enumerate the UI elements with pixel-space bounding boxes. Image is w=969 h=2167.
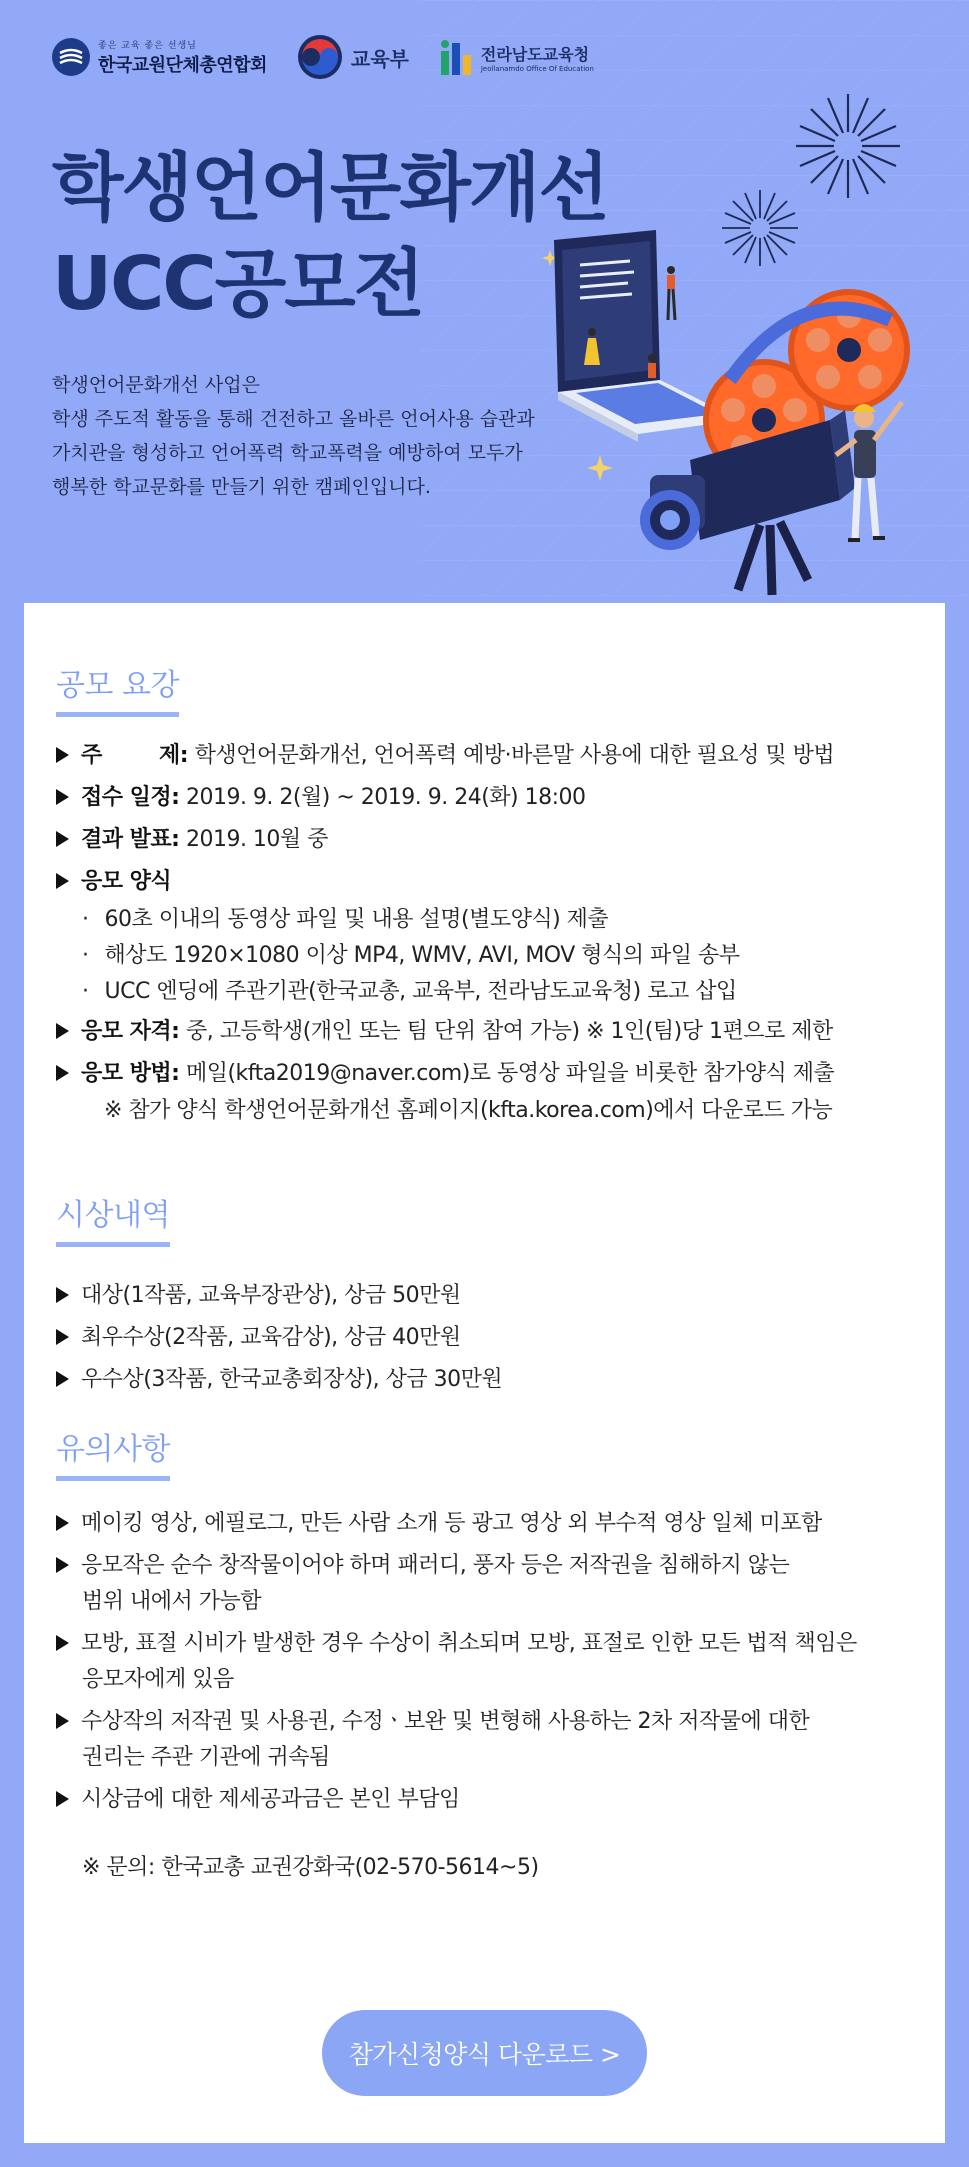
triangle-bullet-icon [56,1557,69,1573]
topic-label: 주 제: [81,743,189,768]
kfta-emblem-icon [52,38,90,76]
intro-line-1: 학생언어문화개선 사업은 [52,374,260,396]
triangle-bullet-icon [56,789,69,805]
award-item: 대상(1작품, 교육부장관상), 상금 50만원 [56,1278,461,1309]
triangle-bullet-icon [56,1791,69,1807]
note-item-continued: 응모자에게 있음 [82,1667,234,1692]
firework-small-icon [722,190,798,266]
page-title [52,140,608,332]
requirement-format [56,864,171,895]
format-label: 응모 양식 [81,869,172,894]
schedule-value: 2019. 9. 2(월) ~ 2019. 9. 24(화) 18:00 [179,785,586,810]
result-value: 2019. 10월 중 [179,827,328,852]
intro-text [52,368,535,504]
triangle-bullet-icon [56,1713,69,1729]
contact-info: ※ 문의: 한국교총 교권강화국(02-570-5614~5) [82,1855,539,1880]
moe-logo[interactable] [297,34,409,80]
jne-english-name: Jeollanamdo Office Of Education [480,64,594,73]
section-underline [56,1242,170,1247]
sparkle-icon [587,455,613,481]
jne-name: 전라남도교육청 [480,44,590,64]
triangle-bullet-icon [56,1065,69,1081]
hero-banner [0,0,969,603]
requirement-method [56,1056,834,1087]
kfta-slogan: 좋은 교육 좋은 선생님 [98,40,197,51]
section-title-notes: 유의사항 [56,1424,170,1481]
triangle-bullet-icon [56,1515,69,1531]
triangle-bullet-icon [56,1023,69,1039]
triangle-bullet-icon [56,873,69,889]
topic-value: 학생언어문화개선, 언어폭력 예방·바른말 사용에 대한 필요성 및 방법 [188,743,835,768]
firework-large-icon [796,94,900,198]
hero-illustration [540,80,969,603]
section-underline [56,712,179,717]
logo-bar [52,34,624,80]
triangle-bullet-icon [56,1371,69,1387]
note-item: 모방, 표절 시비가 발생한 경우 수상이 취소되며 모방, 표절로 인한 모든 법적 책임은 [56,1626,857,1657]
triangle-bullet-icon [56,1635,69,1651]
note-item-continued: 권리는 주관 기관에 귀속됨 [82,1745,330,1770]
section-underline [56,1476,170,1481]
requirement-topic [56,738,834,769]
note-item: 메이킹 영상, 에필로그, 만든 사람 소개 등 광고 영상 외 부수적 영상 일체 미포함 [56,1506,822,1537]
requirement-result [56,822,328,853]
kfta-logo[interactable] [52,38,267,77]
format-item: · 해상도 1920×1080 이상 MP4, WMV, AVI, MOV 형식의 파일 송부 [82,943,740,968]
triangle-bullet-icon [56,1329,69,1345]
moe-taegeuk-icon [297,34,343,80]
format-item: · 60초 이내의 동영상 파일 및 내용 설명(별도양식) 제출 [82,907,609,932]
moe-name: 교육부 [350,46,409,71]
note-item: 응모작은 순수 창작물이어야 하며 패러디, 풍자 등은 저작권을 침해하지 않는 [56,1548,789,1579]
award-item: 최우수상(2작품, 교육감상), 상금 40만원 [56,1320,461,1351]
note-item-continued: 범위 내에서 가능함 [82,1589,262,1614]
eligibility-label: 응모 자격: [81,1019,180,1044]
schedule-label: 접수 일정: [81,785,180,810]
jne-logo[interactable] [439,37,594,77]
triangle-bullet-icon [56,747,69,763]
method-value: 메일(kfta2019@naver.com)로 동영상 파일을 비롯한 참가양식 제출 [179,1061,835,1086]
section-title-requirements: 공모 요강 [56,660,179,717]
eligibility-value: 중, 고등학생(개인 또는 팀 단위 참여 가능) ※ 1인(팀)당 1편으로 제한 [179,1019,833,1044]
jne-emblem-icon [439,37,473,77]
title-line-1: 학생언어문화개선 [52,145,608,231]
note-item: 시상금에 대한 제세공과금은 본인 부담임 [56,1782,460,1813]
kfta-name: 한국교원단체총연합회 [98,54,267,76]
intro-line-2: 학생 주도적 활동을 통해 건전하고 올바른 언어사용 습관과 [52,408,535,430]
format-item: · UCC 엔딩에 주관기관(한국교총, 교육부, 전라남도교육청) 로고 삽입 [82,979,737,1004]
method-label: 응모 방법: [81,1061,180,1086]
note-item: 수상작의 저작권 및 사용권, 수정ㆍ보완 및 변형해 사용하는 2차 저작물에 대한 [56,1704,809,1735]
result-label: 결과 발표: [81,827,180,852]
method-note: ※ 참가 양식 학생언어문화개선 홈페이지(kfta.korea.com)에서 다운로드 가능 [104,1098,833,1123]
section-title-awards: 시상내역 [56,1190,170,1247]
download-form-button[interactable]: 참가신청양식 다운로드 > [322,2010,647,2096]
award-item: 우수상(3작품, 한국교총회장상), 상금 30만원 [56,1362,502,1393]
intro-line-4: 행복한 학교문화를 만들기 위한 캠페인입니다. [52,476,431,498]
triangle-bullet-icon [56,831,69,847]
triangle-bullet-icon [56,1287,69,1303]
requirement-eligibility [56,1014,833,1045]
intro-line-3: 가치관을 형성하고 언어폭력 학교폭력을 예방하여 모두가 [52,442,523,464]
requirement-schedule [56,780,586,811]
title-line-2: UCC공모전 [52,241,424,327]
